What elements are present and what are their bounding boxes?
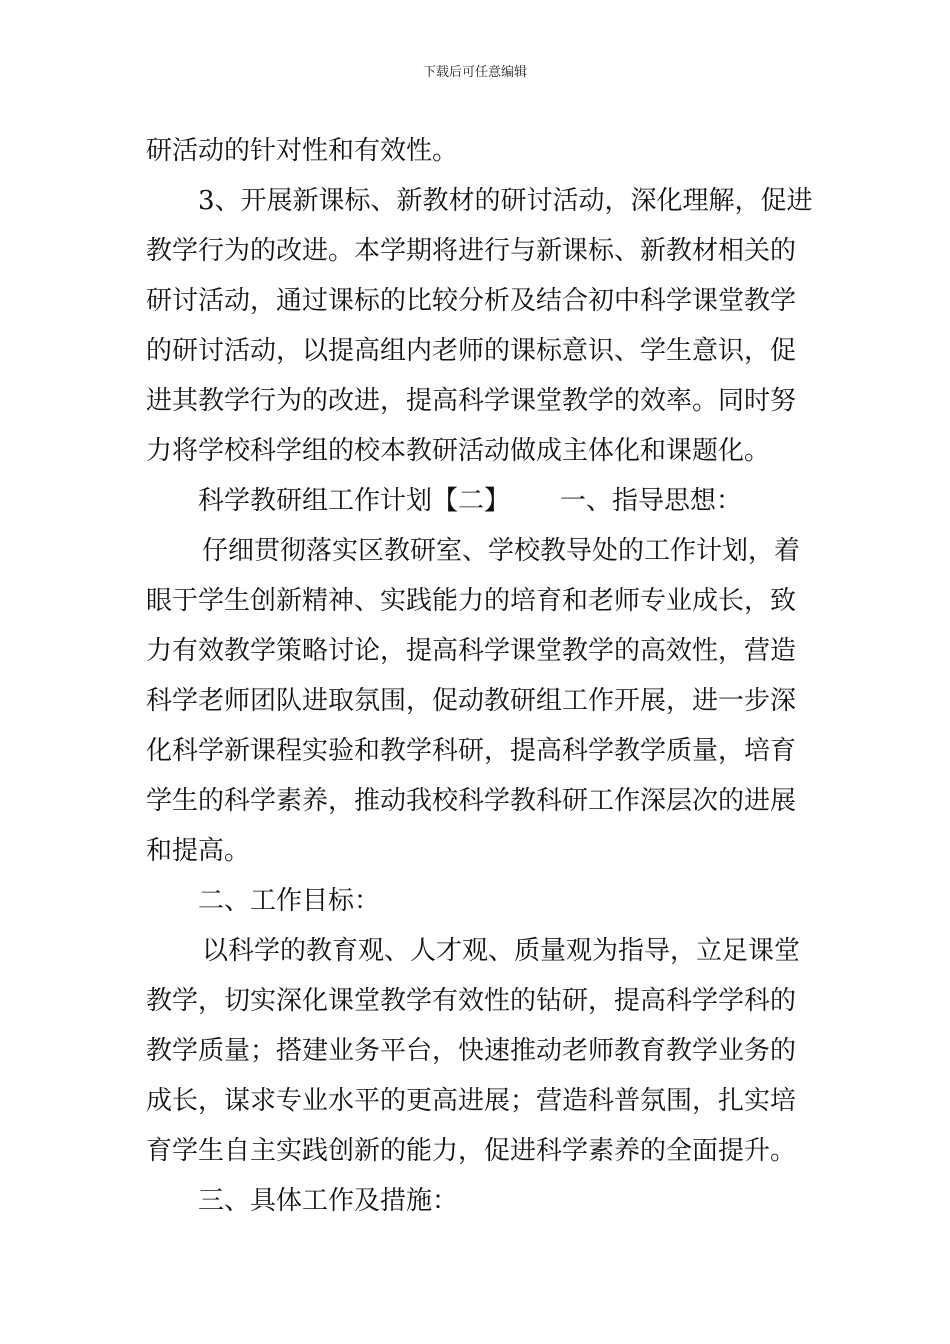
- section-heading: 三、具体工作及措施：: [198, 1186, 459, 1216]
- text-line: 教学，切实深化课堂教学有效性的钻研，提高科学学科的: [146, 986, 797, 1016]
- text-line: 以科学的教育观、人才观、质量观为指导，立足课堂: [202, 936, 801, 966]
- text-line: 的研讨活动，以提高组内老师的课标意识、学生意识，促: [146, 336, 797, 366]
- text-line: 力将学校科学组的校本教研活动做成主体化和课题化。: [146, 436, 771, 466]
- text-line: 科学老师团队进取氛围，促动教研组工作开展，进一步深: [146, 686, 797, 716]
- text-line: 成长，谋求专业水平的更高进展；营造科普氛围，扎实培: [146, 1086, 797, 1116]
- text-line: 研活动的针对性和有效性。: [146, 136, 459, 166]
- text-line: 3、开展新课标、新教材的研讨活动，深化理解，促进: [198, 186, 813, 216]
- section-title-line: [146, 476, 806, 526]
- text-line: 育学生自主实践创新的能力，促进科学素养的全面提升。: [146, 1136, 797, 1166]
- page-header: 下载后可任意编辑: [422, 65, 527, 80]
- text-line: 研讨活动，通过课标的比较分析及结合初中科学课堂教学: [146, 286, 797, 316]
- text-line: 化科学新课程实验和教学科研，提高科学教学质量，培育: [146, 736, 797, 766]
- text-line: 教学质量；搭建业务平台，快速推动老师教育教学业务的: [146, 1036, 797, 1066]
- text-line: 力有效教学策略讨论，提高科学课堂教学的高效性，营造: [146, 636, 797, 666]
- text-line: 学生的科学素养，推动我校科学教科研工作深层次的进展: [146, 786, 797, 816]
- text-line: 教学行为的改进。本学期将进行与新课标、新教材相关的: [146, 236, 797, 266]
- text-line: 和提高。: [146, 836, 251, 866]
- section-heading: 一、指导思想：: [560, 486, 743, 516]
- section-title: 科学教研组工作计划【二】: [198, 486, 511, 516]
- text-line: 进其教学行为的改进，提高科学课堂教学的效率。同时努: [146, 386, 797, 416]
- text-line: 眼于学生创新精神、实践能力的培育和老师专业成长，致: [146, 586, 797, 616]
- document-body: [146, 126, 813, 1226]
- section-heading: 二、工作目标：: [198, 886, 381, 916]
- text-line: 仔细贯彻落实区教研室、学校教导处的工作计划，着: [202, 536, 801, 566]
